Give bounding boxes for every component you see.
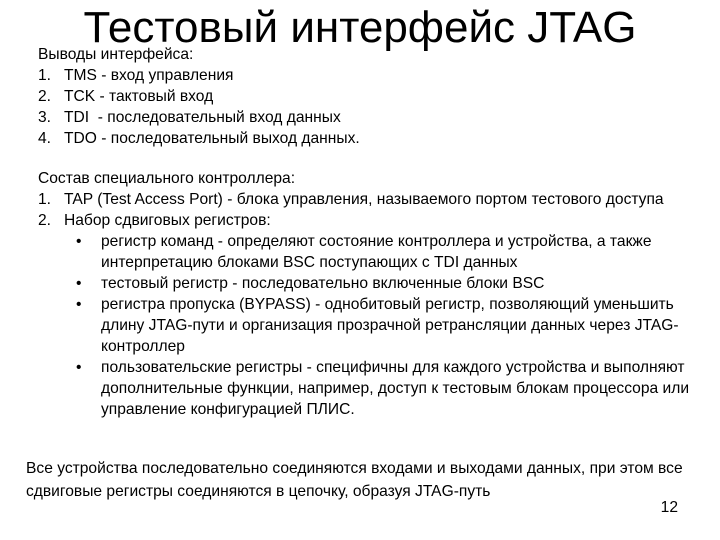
list-item-text: TCK - тактовый вход [64, 88, 214, 105]
bullet-icon: • [76, 296, 82, 313]
slide-title: Тестовый интерфейс JTAG [83, 3, 637, 52]
list-item-text: Набор сдвиговых регистров: [64, 212, 271, 229]
bullet-item [38, 294, 698, 357]
list-number: 3. [38, 109, 52, 126]
bullet-text: регистр команд - определяют состояние контроллера и устройства, а также интерпретацию блоками BSC поступающих с TDI данных [101, 233, 652, 271]
outputs-list [38, 65, 698, 149]
controller-section [38, 168, 698, 420]
list-item [38, 128, 698, 149]
page-number: 12 [660, 499, 678, 516]
bullet-item [38, 357, 698, 420]
bullet-item [38, 273, 698, 294]
footer-text: Все устройства последовательно соединяются входами и выходами данных, при этом все сдвиговые регистры соединяются в цепочку, образуя JTAG-путь [26, 460, 683, 500]
controller-heading: Состав специального контроллера: [38, 170, 296, 187]
bullet-item [38, 231, 698, 273]
list-number: 1. [38, 191, 52, 208]
registers-list [38, 231, 698, 420]
list-item [38, 86, 698, 107]
list-number: 2. [38, 212, 52, 229]
list-item [38, 189, 698, 210]
list-item [38, 65, 698, 86]
bullet-text: регистра пропуска (BYPASS) - однобитовый регистр, позволяющий уменьшить длину JTAG-пути и организация прозрачной ретрансляции данных через JTAG-контроллер [101, 296, 679, 355]
list-number: 1. [38, 67, 52, 84]
list-item [38, 107, 698, 128]
bullet-text: тестовый регистр - последовательно включенные блоки BSC [101, 275, 545, 292]
list-number: 4. [38, 130, 52, 147]
bullet-icon: • [76, 233, 82, 250]
list-number: 2. [38, 88, 52, 105]
bullet-icon: • [76, 275, 82, 292]
bullet-text: пользовательские регистры - специфичны для каждого устройства и выполняют дополнительные функции, например, доступ к тестовым блокам процессора или управление конфигурацией ПЛИС. [101, 359, 690, 418]
interface-outputs-section [38, 44, 698, 149]
outputs-heading: Выводы интерфейса: [38, 46, 194, 63]
controller-list [38, 189, 698, 231]
list-item-text: TDO - последовательный выход данных. [64, 130, 360, 147]
list-item-text: TAP (Test Access Port) - блока управления, называемого портом тестового доступа [64, 191, 664, 208]
bullet-icon: • [76, 359, 82, 376]
list-item-text: TMS - вход управления [64, 67, 234, 84]
list-item [38, 210, 698, 231]
list-item-text: TDI - последовательный вход данных [64, 109, 341, 126]
